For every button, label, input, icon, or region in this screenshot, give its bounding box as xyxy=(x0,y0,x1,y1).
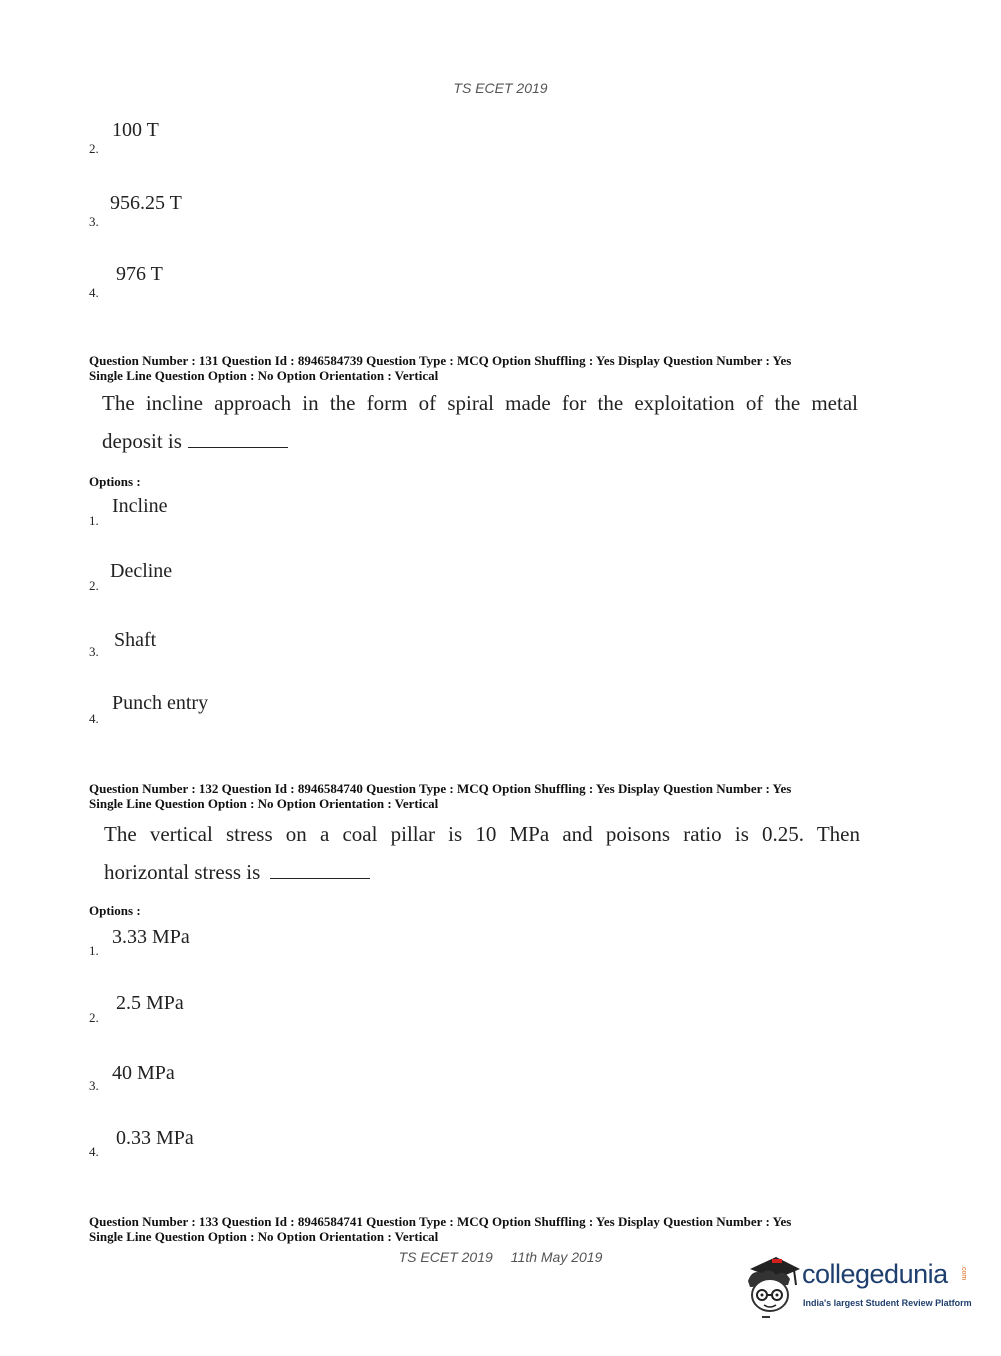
logo-suffix: .com xyxy=(960,1265,967,1281)
option-text: 100 T xyxy=(112,119,159,141)
question-text-line: The incline approach in the form of spiral made for the exploitation of the metal xyxy=(102,391,858,415)
question-meta-line: Single Line Question Option : No Option Orientation : Vertical xyxy=(89,368,439,383)
footer-exam: TS ECET 2019 xyxy=(398,1249,493,1265)
question-meta-line: Question Number : 131 Question Id : 8946584739 Question Type : MCQ Option Shuffling : Yes Display Question Number : Yes xyxy=(89,353,792,368)
option-number: 4. xyxy=(89,285,99,300)
options-label: Options : xyxy=(89,903,141,918)
question-meta-line: Single Line Question Option : No Option Orientation : Vertical xyxy=(89,1229,439,1244)
option-number: 3. xyxy=(89,644,99,659)
option-number: 1. xyxy=(89,513,99,528)
question-text xyxy=(104,815,860,891)
question-text xyxy=(102,384,858,460)
option-text: 976 T xyxy=(116,263,163,285)
question-meta xyxy=(89,1214,791,1244)
option-number: 2. xyxy=(89,578,99,593)
question-text-line: The vertical stress on a coal pillar is 10 MPa and poisons ratio is 0.25. Then xyxy=(104,822,860,846)
question-meta-line: Question Number : 133 Question Id : 8946584741 Question Type : MCQ Option Shuffling : Yes Display Question Number : Yes xyxy=(89,1214,792,1229)
question-text-end: horizontal stress is xyxy=(104,860,261,884)
question-text-line xyxy=(104,853,860,891)
option-text: 40 MPa xyxy=(112,1062,175,1084)
answer-blank xyxy=(188,433,288,448)
collegedunia-logo xyxy=(742,1251,972,1321)
question-meta xyxy=(89,353,791,383)
question-text-end: deposit is xyxy=(102,429,182,453)
option-number: 2. xyxy=(89,141,99,156)
question-meta xyxy=(89,781,791,811)
logo-tagline: India's largest Student Review Platform xyxy=(803,1298,972,1308)
option-text: 0.33 MPa xyxy=(116,1127,194,1149)
logo-name: collegedunia xyxy=(802,1259,948,1289)
options-label: Options : xyxy=(89,474,141,489)
option-number: 1. xyxy=(89,943,99,958)
option-number: 4. xyxy=(89,1144,99,1159)
option-number: 2. xyxy=(89,1010,99,1025)
option-text: Punch entry xyxy=(112,692,209,714)
mascot-icon xyxy=(742,1251,802,1321)
option-text: 3.33 MPa xyxy=(112,926,190,948)
question-text-line xyxy=(102,422,858,460)
option-text: Incline xyxy=(112,495,168,517)
option-text: Shaft xyxy=(114,629,157,651)
footer-date: 11th May 2019 xyxy=(510,1249,603,1265)
option-number: 3. xyxy=(89,1078,99,1093)
option-text: 956.25 T xyxy=(110,192,182,214)
question-meta-line: Single Line Question Option : No Option Orientation : Vertical xyxy=(89,796,439,811)
option-text: 2.5 MPa xyxy=(116,992,184,1014)
answer-blank xyxy=(270,864,370,879)
question-meta-line: Question Number : 132 Question Id : 8946584740 Question Type : MCQ Option Shuffling : Yes Display Question Number : Yes xyxy=(89,781,792,796)
option-number: 3. xyxy=(89,214,99,229)
page-header: TS ECET 2019 xyxy=(453,80,548,96)
option-number: 4. xyxy=(89,711,99,726)
option-text: Decline xyxy=(110,560,173,582)
